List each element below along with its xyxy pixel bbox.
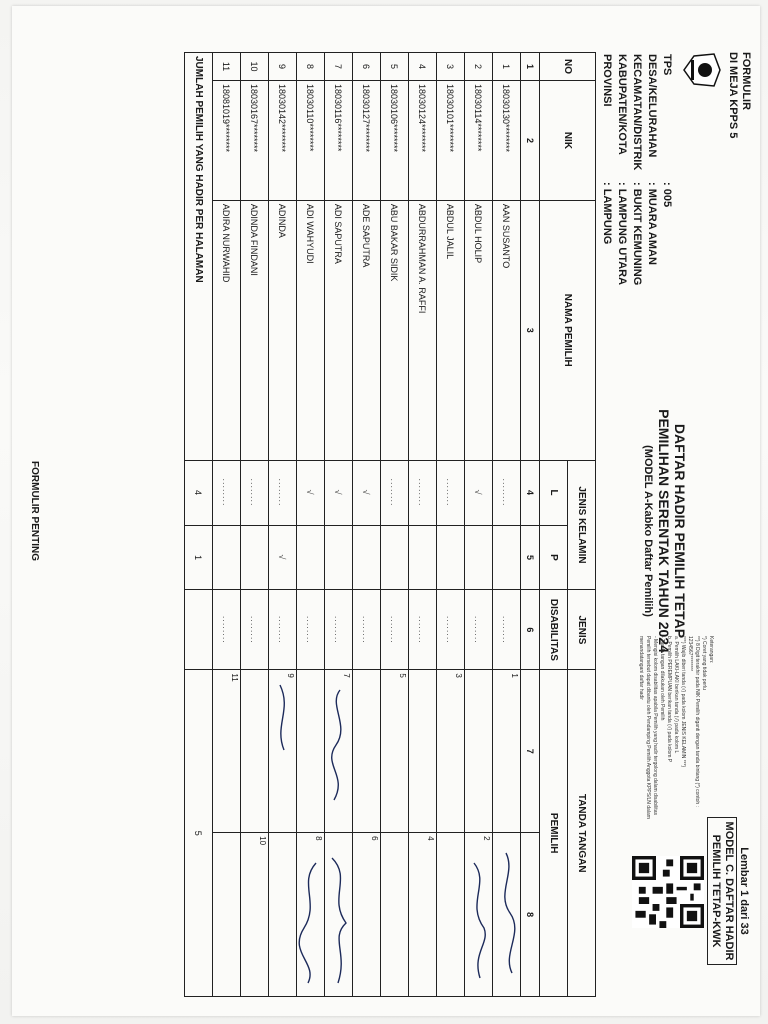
row-nik: 18081019******** — [213, 80, 241, 200]
row-l: ........ — [241, 460, 269, 525]
ident-value: : MUARA AMAN — [646, 182, 658, 265]
signature-slot-number: 2 — [482, 836, 491, 841]
row-no: 4 — [409, 53, 437, 81]
row-no: 6 — [353, 53, 381, 81]
row-no: 1 — [493, 53, 521, 81]
form-line-1: FORMULIR — [740, 52, 752, 111]
table-row — [269, 53, 297, 997]
signature-cell-right — [213, 833, 241, 997]
row-p — [493, 525, 521, 590]
table-row — [493, 53, 521, 997]
col-tanda-tangan: TANDA TANGAN — [568, 670, 596, 997]
ident-row — [629, 54, 644, 285]
signature-cell-right — [437, 833, 465, 997]
signature-slot-number: 4 — [426, 836, 435, 841]
row-l: ........ — [409, 460, 437, 525]
row-nik: 18030124******** — [409, 80, 437, 200]
signature-cell-left — [353, 670, 381, 833]
row-l: √ — [297, 460, 325, 525]
row-nama: AAN SUSANTO — [493, 200, 521, 460]
ident-label: DESA/KELURAHAN — [646, 54, 658, 158]
signature-cell-right — [269, 833, 297, 997]
paper-sheet — [12, 6, 760, 1016]
summary-p: 1 — [185, 525, 213, 590]
voter-rows — [185, 53, 521, 997]
sheet-number: Lembar 1 dari 33 — [738, 847, 750, 935]
qr-code-icon — [632, 856, 704, 928]
table-row — [297, 53, 325, 997]
row-nama: ABDUL JALIL — [437, 200, 465, 460]
model-box — [707, 817, 737, 966]
keterangan-line: - Tanda tangan dilakukan oleh Pemilih — [659, 636, 665, 721]
row-p — [297, 525, 325, 590]
col-number: 6 — [521, 590, 540, 670]
summary-label: JUMLAH PEMILIH YANG HADIR PER HALAMAN — [185, 53, 213, 461]
row-l: √ — [465, 460, 493, 525]
signature-cell-right — [325, 833, 353, 997]
signature-cell-right — [353, 833, 381, 997]
signature-cell-right — [493, 833, 521, 997]
col-number: 5 — [521, 525, 540, 590]
col-nama: NAMA PEMILIH — [540, 200, 596, 460]
keterangan-line: a. Pemilih LAKI-LAKI berikan tanda (√) pada kolom L — [673, 636, 679, 754]
summary-row — [185, 53, 213, 997]
row-no: 11 — [213, 53, 241, 81]
table-row — [381, 53, 409, 997]
model-line-2: PEMILIH TETAP-KWK — [710, 834, 722, 948]
signature-slot-number: 7 — [342, 673, 351, 678]
col-jenis: JENIS — [568, 590, 596, 670]
row-disabilitas: ........ — [381, 590, 409, 670]
row-disabilitas: ........ — [465, 590, 493, 670]
keterangan-line: - Mengisi kolom disabilitas apabila Pemilih yang hadir tergolong dalam disabilitas — [652, 636, 658, 815]
signature-slot-number: 1 — [510, 673, 519, 678]
keterangan-line: *) Coret yang tidak perlu — [701, 636, 707, 690]
row-no: 9 — [269, 53, 297, 81]
row-disabilitas: ........ — [353, 590, 381, 670]
signature-cell-left — [381, 670, 409, 833]
table-row — [409, 53, 437, 997]
signature-cell-left — [493, 670, 521, 833]
sheet-info — [707, 806, 750, 976]
form-label — [726, 52, 752, 138]
ident-label: KABUPATEN/KOTA — [616, 54, 628, 155]
row-no: 10 — [241, 53, 269, 81]
col-l: L — [540, 460, 568, 525]
row-l: ........ — [437, 460, 465, 525]
col-no: NO — [540, 53, 596, 81]
kpu-logo — [682, 52, 722, 88]
title-line-3: (MODEL A-Kabko Daftar Pemilih) — [642, 445, 654, 617]
signature-slot-number: 10 — [258, 836, 267, 846]
handwritten-signature — [326, 670, 352, 830]
signature-cell-right — [381, 833, 409, 997]
row-l: ........ — [493, 460, 521, 525]
row-nik: 18030167******** — [241, 80, 269, 200]
row-nik: 18030142******** — [269, 80, 297, 200]
row-no: 8 — [297, 53, 325, 81]
col-number: 1 — [521, 53, 540, 81]
summary-l: 4 — [185, 460, 213, 525]
row-l: ........ — [269, 460, 297, 525]
keterangan-line: b. Pemilih PEREMPUAN berikan tanda (√) pada kolom P — [666, 636, 672, 763]
handwritten-signature — [326, 833, 352, 993]
attendance-table — [184, 52, 596, 997]
summary-total: 5 — [185, 670, 213, 997]
row-nama: ADE SAPUTRA — [353, 200, 381, 460]
row-disabilitas: ........ — [213, 590, 241, 670]
keterangan-notes — [637, 636, 714, 821]
row-p — [213, 525, 241, 590]
signature-cell-right — [465, 833, 493, 997]
signature-slot-number: 6 — [370, 836, 379, 841]
col-number: 2 — [521, 80, 540, 200]
signature-slot-number: 8 — [314, 836, 323, 841]
row-disabilitas: ........ — [269, 590, 297, 670]
row-nama: ADI SAPUTRA — [325, 200, 353, 460]
handwritten-signature — [466, 833, 492, 993]
row-nik: 18030116******** — [325, 80, 353, 200]
col-number: 7 — [521, 670, 540, 833]
signature-slot-number: 9 — [286, 673, 295, 678]
signature-cell-left — [465, 670, 493, 833]
signature-slot-number: 5 — [398, 673, 407, 678]
row-nama: ADINDA — [269, 200, 297, 460]
col-jenis-kelamin: JENIS KELAMIN — [568, 460, 596, 590]
row-disabilitas: ........ — [325, 590, 353, 670]
signature-cell-left — [297, 670, 325, 833]
form-line-2: DI MEJA KPPS 5 — [727, 52, 739, 139]
row-disabilitas: ........ — [297, 590, 325, 670]
handwritten-signature — [494, 833, 520, 993]
keterangan-line: ***) Wajib diberi tanda (√) pada kolom JENIS KELAMIN ***) — [680, 636, 686, 768]
footer-label: FORMULIR PENTING — [29, 461, 40, 561]
row-nik: 18030127******** — [353, 80, 381, 200]
identity-block — [599, 54, 674, 285]
keterangan-line: Pemilih tersebut dapat dibantu oleh Pendamping Pemilih Anggota KPPS/LN dalam — [645, 636, 651, 819]
row-no: 7 — [325, 53, 353, 81]
ident-label: TPS — [661, 54, 673, 76]
signature-slot-number: 11 — [230, 673, 239, 682]
summary-disabilitas — [185, 590, 213, 670]
column-number-row — [521, 53, 540, 997]
row-nik: 18030110******** — [297, 80, 325, 200]
col-number: 4 — [521, 460, 540, 525]
col-disabilitas: DISABILITAS — [540, 590, 568, 670]
row-nama: ABDURRAHMAN A. RAFFI — [409, 200, 437, 460]
row-p: √ — [269, 525, 297, 590]
row-p — [409, 525, 437, 590]
row-no: 5 — [381, 53, 409, 81]
ident-value: : BUKIT KEMUNING — [631, 182, 643, 286]
table-row — [437, 53, 465, 997]
row-disabilitas: ........ — [409, 590, 437, 670]
title-line-1: DAFTAR HADIR PEMILIH TETAP — [672, 423, 688, 639]
row-nama: ADI WAHYUDI — [297, 200, 325, 460]
handwritten-signature — [270, 670, 296, 830]
row-p — [437, 525, 465, 590]
ident-row — [644, 54, 659, 285]
row-no: 2 — [465, 53, 493, 81]
row-l: √ — [353, 460, 381, 525]
model-line-1: MODEL C. DAFTAR HADIR — [723, 821, 735, 961]
signature-cell-left — [325, 670, 353, 833]
ident-label: KECAMATAN/DISTRIK — [631, 54, 643, 171]
col-pemilih: PEMILIH — [540, 670, 568, 997]
keterangan-line: **) 8 Digit terakhir pada NIK Pemilih diganti dengan tanda bintang (*) contoh : — [694, 636, 700, 807]
col-p: P — [540, 525, 568, 590]
ident-value: : 005 — [661, 182, 673, 208]
row-disabilitas: ........ — [493, 590, 521, 670]
row-nik: 18030101******** — [437, 80, 465, 200]
signature-cell-left — [437, 670, 465, 833]
ident-label: PROVINSI — [601, 54, 613, 107]
row-l: ........ — [381, 460, 409, 525]
signature-cell-right — [409, 833, 437, 997]
ident-value: : LAMPUNG UTARA — [616, 182, 628, 286]
row-no: 3 — [437, 53, 465, 81]
row-p — [381, 525, 409, 590]
handwritten-signature — [298, 833, 324, 993]
keterangan-line: Keterangan: — [708, 636, 714, 664]
col-number: 8 — [521, 833, 540, 997]
ident-row — [659, 54, 674, 285]
signature-cell-left — [241, 670, 269, 833]
row-l: ........ — [213, 460, 241, 525]
row-nama: ADINDA FINDANI — [241, 200, 269, 460]
signature-cell-right — [297, 833, 325, 997]
table-row — [353, 53, 381, 997]
table-row — [325, 53, 353, 997]
row-nama: ABDUL HOLIP — [465, 200, 493, 460]
col-number: 3 — [521, 200, 540, 460]
keterangan-line: menandatangani daftar hadir — [638, 636, 644, 700]
row-p — [325, 525, 353, 590]
row-p — [353, 525, 381, 590]
row-disabilitas: ........ — [241, 590, 269, 670]
row-nama: ADIRA NURWAHID — [213, 200, 241, 460]
signature-cell-left — [213, 670, 241, 833]
ident-row — [599, 54, 614, 285]
signature-cell-left — [409, 670, 437, 833]
signature-cell-right — [241, 833, 269, 997]
row-nama: ABU BAKAR SIDIK — [381, 200, 409, 460]
table-row — [241, 53, 269, 997]
row-nik: 18030114******** — [465, 80, 493, 200]
col-nik: NIK — [540, 80, 596, 200]
ident-row — [614, 54, 629, 285]
row-p — [241, 525, 269, 590]
row-l: √ — [325, 460, 353, 525]
signature-slot-number: 3 — [454, 673, 463, 678]
row-p — [465, 525, 493, 590]
row-nik: 18030130******** — [493, 80, 521, 200]
title-line-2: PEMILIHAN SERENTAK TAHUN 2024 — [656, 409, 672, 653]
table-row — [465, 53, 493, 997]
row-disabilitas: ........ — [437, 590, 465, 670]
table-row — [213, 53, 241, 997]
ident-value: : LAMPUNG — [601, 182, 613, 245]
keterangan-line: 1234567******** — [687, 636, 693, 672]
signature-cell-left — [269, 670, 297, 833]
row-nik: 18030106******** — [381, 80, 409, 200]
